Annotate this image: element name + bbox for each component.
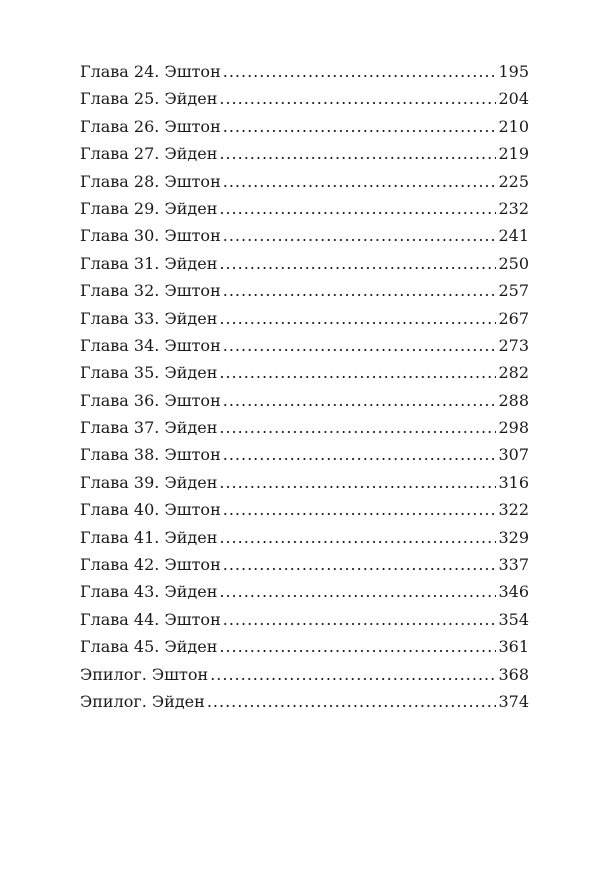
toc-entry-page: 210 bbox=[498, 116, 529, 136]
toc-entry-page: 195 bbox=[498, 62, 529, 81]
toc-entry bbox=[80, 441, 529, 468]
toc-entry-title: Глава 32. Эштон bbox=[80, 281, 221, 301]
toc-entry-title: Глава 27. Эйден bbox=[80, 144, 218, 164]
toc-entry bbox=[80, 469, 529, 496]
toc-entry-page: 204 bbox=[498, 89, 529, 109]
toc-entry-page: 273 bbox=[498, 335, 529, 355]
toc-entry bbox=[80, 85, 529, 112]
toc-entry bbox=[80, 195, 529, 222]
toc-entry-page: 267 bbox=[498, 308, 529, 328]
toc-entry bbox=[80, 305, 529, 332]
toc-entry bbox=[80, 661, 529, 688]
dot-leader bbox=[223, 441, 497, 468]
toc-entry-page: 225 bbox=[498, 171, 529, 191]
toc-entry-title: Глава 37. Эйден bbox=[80, 418, 218, 438]
toc-entry-page: 368 bbox=[498, 664, 529, 684]
toc-entry-title: Глава 36. Эштон bbox=[80, 390, 221, 410]
dot-leader bbox=[223, 332, 497, 359]
toc-entry bbox=[80, 496, 529, 523]
dot-leader bbox=[219, 633, 496, 660]
toc-entry-page: 241 bbox=[498, 226, 529, 246]
toc-entry-title: Глава 33. Эйден bbox=[80, 308, 218, 328]
toc-entry-title: Глава 43. Эйден bbox=[80, 582, 218, 602]
toc-entry bbox=[80, 332, 529, 359]
toc-entry bbox=[80, 387, 529, 414]
toc-entry-page: 354 bbox=[498, 609, 529, 629]
toc-entry-title: Глава 34. Эштон bbox=[80, 335, 221, 355]
dot-leader bbox=[219, 195, 496, 222]
toc-entry bbox=[80, 551, 529, 578]
dot-leader bbox=[223, 551, 497, 578]
dot-leader bbox=[223, 113, 497, 140]
dot-leader bbox=[223, 496, 497, 523]
toc-entry-page: 374 bbox=[498, 691, 529, 711]
dot-leader bbox=[219, 140, 496, 167]
dot-leader bbox=[223, 222, 497, 249]
toc-entry-title: Эпилог. Эштон bbox=[80, 664, 209, 684]
toc-entry bbox=[80, 250, 529, 277]
toc-entry bbox=[80, 359, 529, 386]
toc-entry-title: Эпилог. Эйден bbox=[80, 691, 205, 711]
dot-leader bbox=[210, 661, 496, 688]
toc-entry-page: 322 bbox=[498, 500, 529, 520]
dot-leader bbox=[219, 469, 496, 496]
dot-leader bbox=[219, 578, 496, 605]
toc-entry-page: 282 bbox=[498, 363, 529, 383]
toc-entry-page: 257 bbox=[498, 281, 529, 301]
toc-entry-title: Глава 25. Эйден bbox=[80, 89, 218, 109]
toc-entry-title: Глава 26. Эштон bbox=[80, 116, 221, 136]
dot-leader bbox=[223, 277, 497, 304]
toc-entry-page: 298 bbox=[498, 418, 529, 438]
toc-entry bbox=[80, 633, 529, 660]
toc-entry bbox=[80, 578, 529, 605]
toc-entry-title: Глава 28. Эштон bbox=[80, 171, 221, 191]
toc-entry bbox=[80, 414, 529, 441]
toc-entry-title: Глава 45. Эйден bbox=[80, 637, 218, 657]
toc-entry-page: 316 bbox=[498, 472, 529, 492]
toc-entry bbox=[80, 222, 529, 249]
dot-leader bbox=[219, 250, 496, 277]
toc-entry-title: Глава 39. Эйден bbox=[80, 472, 218, 492]
dot-leader bbox=[219, 305, 496, 332]
toc-entry-title: Глава 38. Эштон bbox=[80, 445, 221, 465]
toc-entry bbox=[80, 168, 529, 195]
toc-entry-page: 232 bbox=[498, 198, 529, 218]
toc-entry-page: 337 bbox=[498, 555, 529, 575]
toc-entry bbox=[80, 688, 529, 715]
toc-entry bbox=[80, 140, 529, 167]
toc-entry bbox=[80, 606, 529, 633]
toc-entry bbox=[80, 277, 529, 304]
toc-entry-page: 250 bbox=[498, 253, 529, 273]
dot-leader bbox=[219, 414, 496, 441]
dot-leader bbox=[219, 524, 496, 551]
toc-entry-title: Глава 35. Эйден bbox=[80, 363, 218, 383]
toc-entry-title: Глава 42. Эштон bbox=[80, 555, 221, 575]
toc-entry bbox=[80, 113, 529, 140]
toc-entry-page: 307 bbox=[498, 445, 529, 465]
toc-entry-page: 361 bbox=[498, 637, 529, 657]
dot-leader bbox=[207, 688, 497, 715]
toc-entry-title: Глава 24. Эштон bbox=[80, 62, 221, 81]
dot-leader bbox=[223, 387, 497, 414]
toc-entry-title: Глава 31. Эйден bbox=[80, 253, 218, 273]
toc-entry-title: Глава 29. Эйден bbox=[80, 198, 218, 218]
toc-entry-title: Глава 41. Эйден bbox=[80, 527, 218, 547]
toc-entry bbox=[80, 58, 529, 85]
toc-entry-page: 346 bbox=[498, 582, 529, 602]
toc-entry-title: Глава 44. Эштон bbox=[80, 609, 221, 629]
dot-leader bbox=[223, 168, 497, 195]
dot-leader bbox=[219, 359, 496, 386]
table-of-contents bbox=[80, 58, 529, 715]
toc-entry bbox=[80, 524, 529, 551]
dot-leader bbox=[223, 58, 497, 85]
toc-entry-page: 329 bbox=[498, 527, 529, 547]
dot-leader bbox=[223, 606, 497, 633]
toc-entry-title: Глава 40. Эштон bbox=[80, 500, 221, 520]
toc-entry-title: Глава 30. Эштон bbox=[80, 226, 221, 246]
toc-entry-page: 288 bbox=[498, 390, 529, 410]
dot-leader bbox=[219, 85, 496, 112]
toc-entry-page: 219 bbox=[498, 144, 529, 164]
